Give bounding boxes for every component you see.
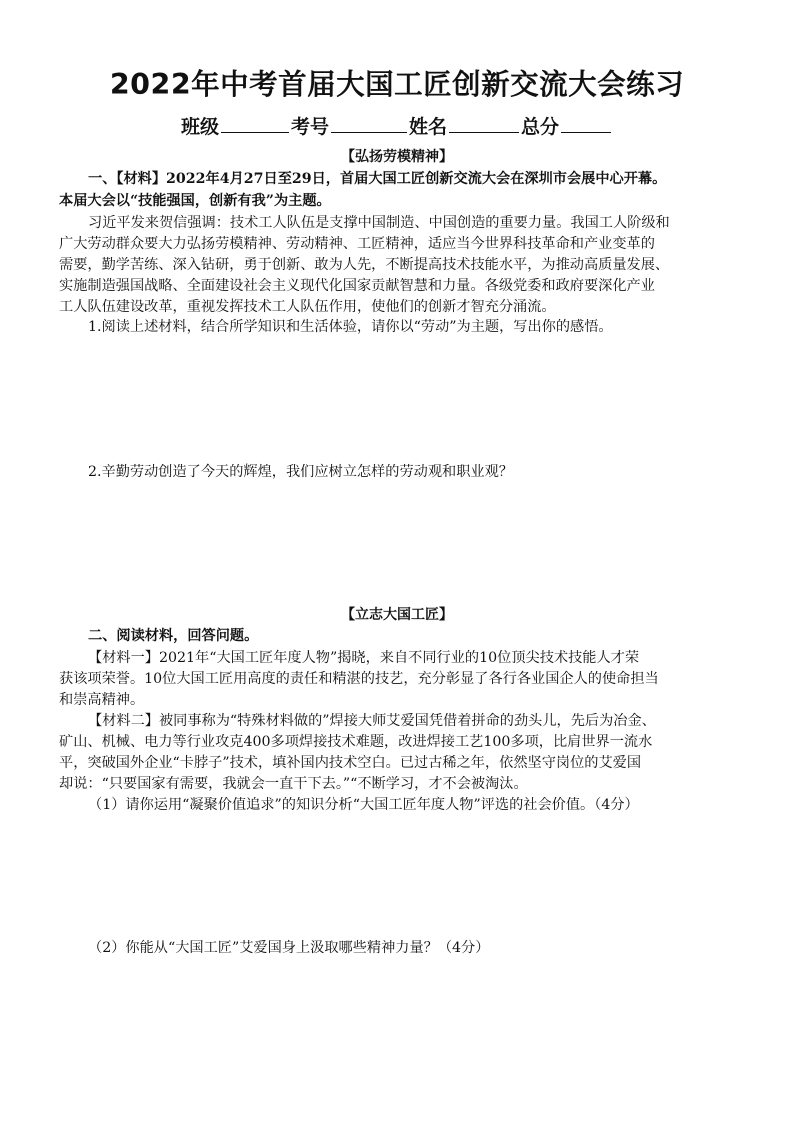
q1-line-1: 一、【材料】2022年4月27日至29日，首届大国工匠创新交流大会在深圳市会展中心开幕。: [88, 171, 667, 187]
section-heading-1: 【弘扬劳模精神】: [341, 149, 453, 165]
question-2-1: （1）请你运用“凝聚价值追求”的知识分析“大国工匠年度人物”评选的社会价值。（4分）: [88, 797, 639, 813]
exam-no-blank[interactable]: [331, 114, 407, 133]
total-blank[interactable]: [561, 114, 611, 133]
para-line-1: 习近平发来贺信强调：技术工人队伍是支撑中国制造、中国创造的重要力量。我国工人阶级和: [88, 215, 670, 231]
question-2-2: （2）你能从“大国工匠”艾爱国身上汲取哪些精神力量？（4分）: [88, 940, 490, 956]
material2-line-1: 【材料二】被同事称为“特殊材料做的”焊接大师艾爱国凭借着拼命的劲头儿，先后为冶金、: [88, 713, 656, 729]
q2-title: 二、阅读材料，回答问题。: [88, 628, 259, 644]
para-line-2: 广大劳动群众要大力弘扬劳模精神、劳动精神、工匠精神，适应当今世界科技革命和产业变革的: [59, 236, 655, 252]
student-info-line: [0, 112, 794, 139]
material1-line-3: 和崇高精神。: [59, 692, 145, 708]
class-blank[interactable]: [221, 114, 289, 133]
exam-no-label: 考号: [290, 116, 329, 138]
material2-line-3: 平，突破国外企业“卡脖子”技术，填补国内技术空白。已过古稀之年，依然坚守岗位的艾爱国: [59, 755, 642, 771]
question-1-1: 1.阅读上述材料，结合所学知识和生活体验，请你以“劳动”为主题，写出你的感悟。: [88, 319, 613, 335]
total-label: 总分: [521, 116, 560, 138]
material1-line-2: 获该项荣誉。10位大国工匠用高度的责任和精湛的技艺，充分彰显了各行各业国企人的使命担当: [59, 671, 659, 687]
name-blank[interactable]: [449, 114, 519, 133]
name-label: 姓名: [409, 116, 448, 138]
question-1-2: 2.辛勤劳动创造了今天的辉煌，我们应树立怎样的劳动观和职业观？: [88, 464, 513, 480]
para-line-3: 需要，勤学苦练、深入钻研，勇于创新、敢为人先，不断提高技术技能水平，为推动高质量发展、: [59, 257, 670, 273]
para-line-4: 实施制造强国战略、全面建设社会主义现代化国家贡献智慧和力量。各级党委和政府要深化产业: [59, 278, 655, 294]
para-line-5: 工人队伍建设改革，重视发挥技术工人队伍作用，使他们的创新才智充分涌流。: [59, 299, 556, 315]
section-heading-2: 【立志大国工匠】: [341, 607, 453, 623]
q1-line-2: 本届大会以“技能强国，创新有我”为主题。: [59, 193, 331, 209]
page-title: 2022年中考首届大国工匠创新交流大会练习: [109, 68, 685, 101]
material2-line-2: 矿山、机械、电力等行业攻克400多项焊接技术难题，改进焊接工艺100多项，比肩世界一流水: [59, 734, 653, 750]
material2-line-4: 却说：“只要国家有需要，我就会一直干下去。”“不断学习，才不会被淘汰。: [59, 776, 528, 792]
class-label: 班级: [180, 116, 219, 138]
material1-line-1: 【材料一】2021年“大国工匠年度人物”揭晓，来自不同行业的10位顶尖技术技能人才荣: [88, 650, 640, 666]
